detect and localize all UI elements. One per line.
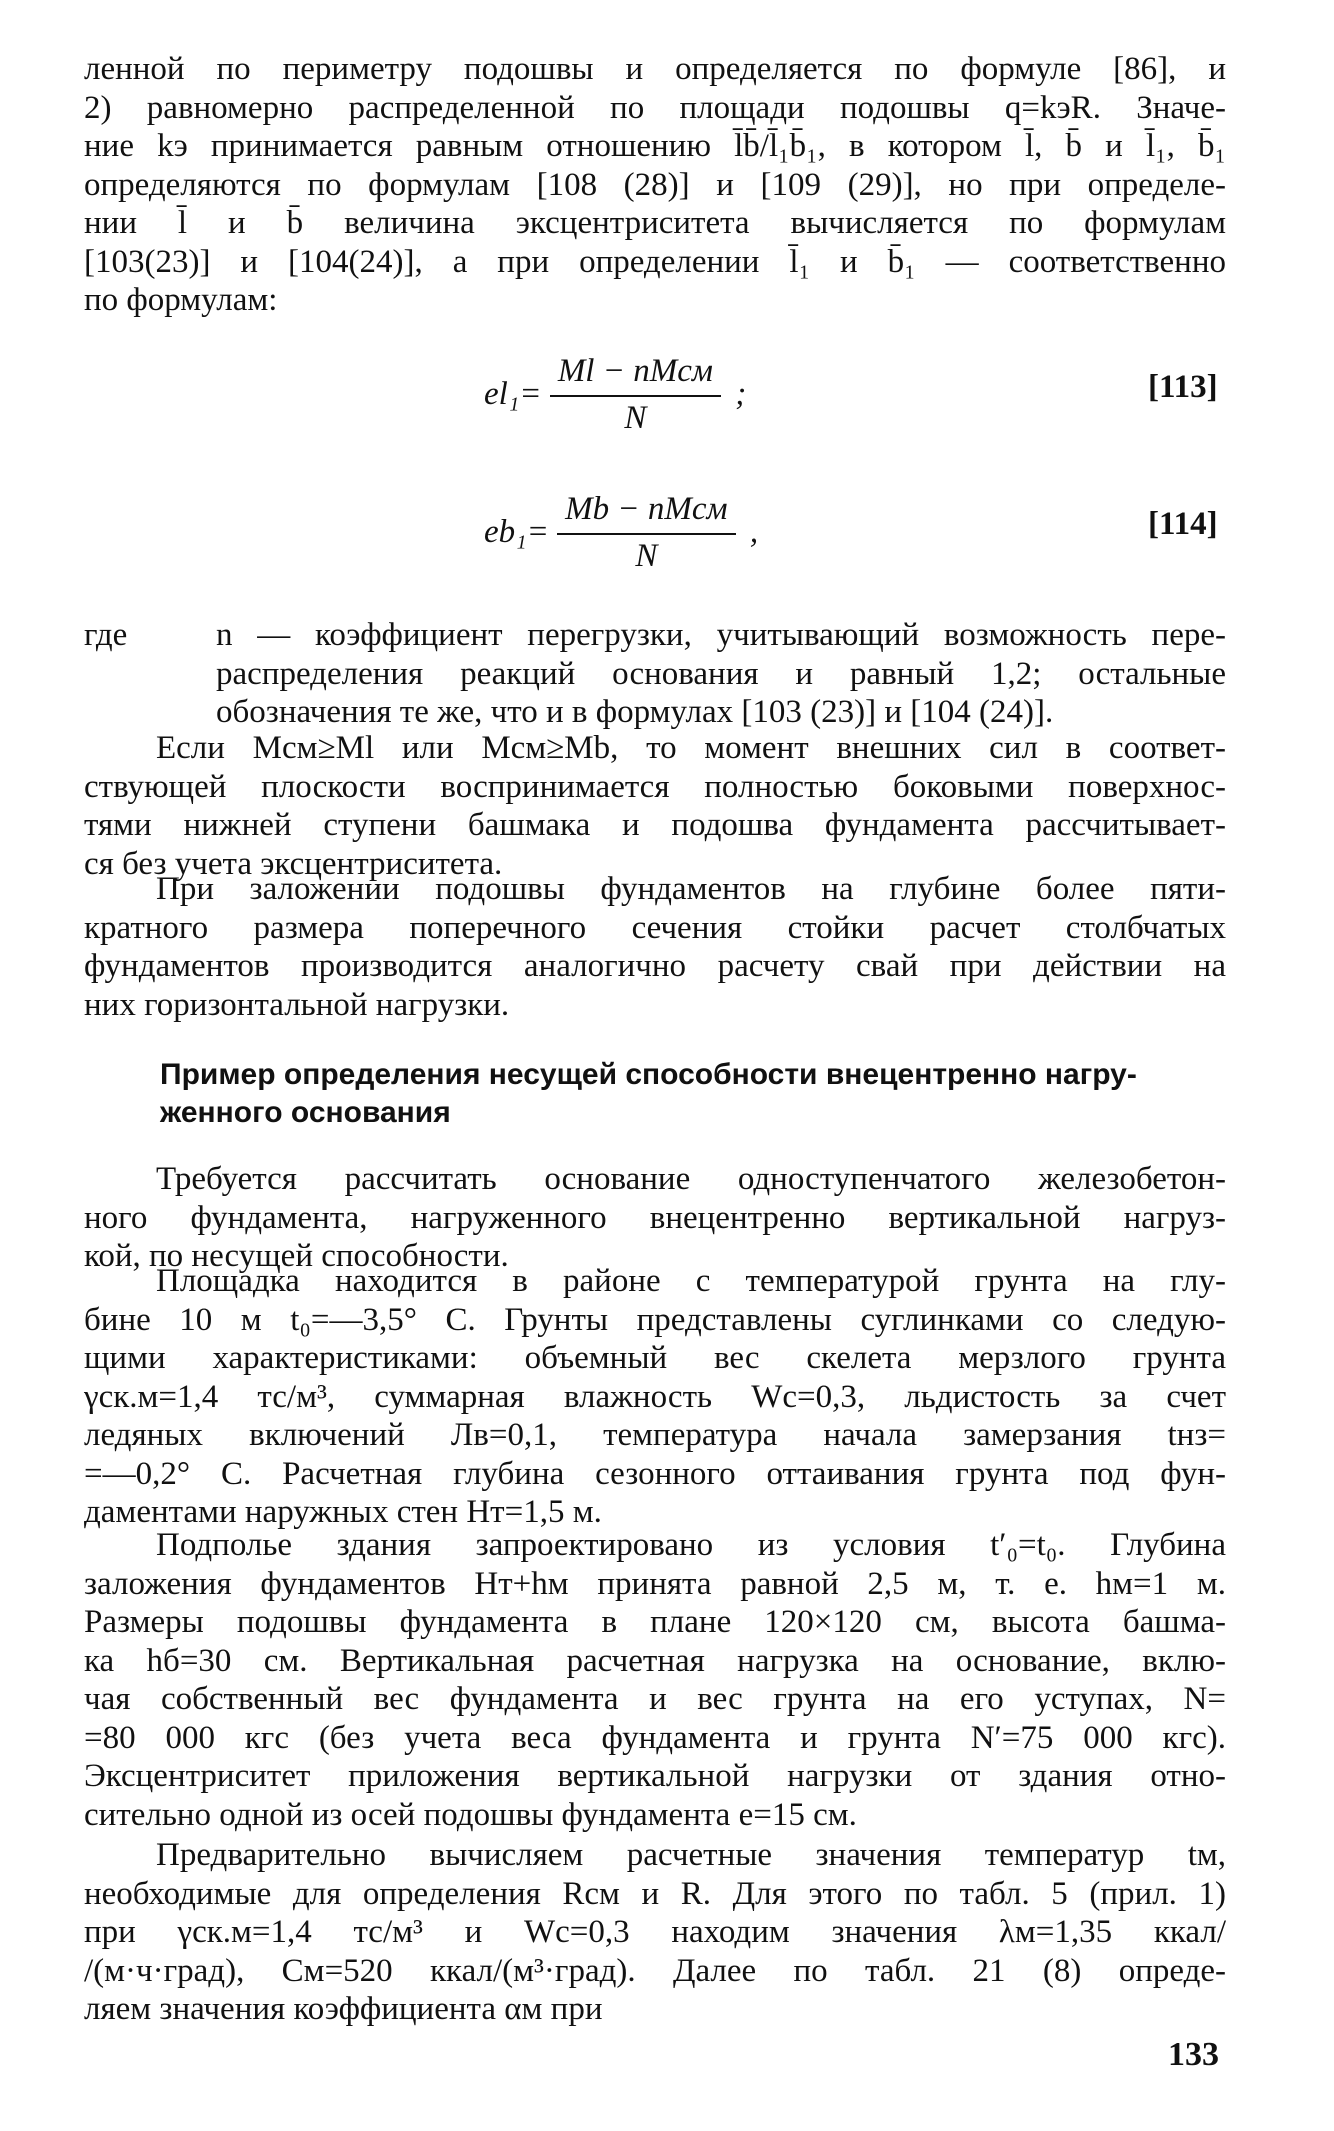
formula-113 — [484, 352, 746, 437]
text-line: Подполье здания запроектировано из условия t′₀=t₀. Глубина — [156, 1527, 1226, 1563]
paragraph-predvaritelno — [84, 1836, 1226, 2029]
text-line: Предварительно вычисляем расчетные значения температур tм, — [156, 1837, 1226, 1873]
text-line: фундаментов производится аналогично расчету свай при действии на — [84, 948, 1226, 984]
formula-denominator: N — [635, 537, 658, 574]
text-line: [103(23)] и [104(24)], а при определении l̄₁ и b̄₁ — соответственно — [84, 243, 1226, 280]
paragraph-podpole — [84, 1526, 1226, 1834]
text-line: ледяных включений Лв=0,1, температура начала замерзания tнз= — [84, 1417, 1226, 1453]
text-line: сительно одной из осей подошвы фундамента e=15 см. — [84, 1796, 857, 1833]
text-line: обозначения те же, что и в формулах [103 (23)] и [104 (24)]. — [216, 694, 1054, 730]
formula-denominator: N — [624, 399, 647, 436]
text-line: ствующей плоскости воспринимается полностью боковыми поверхнос- — [84, 768, 1226, 805]
equation-number-114: [114] — [1148, 506, 1218, 542]
formula-punct: ; — [735, 376, 747, 413]
text-line: Требуется рассчитать основание одноступенчатого железобетон- — [156, 1161, 1226, 1197]
text-line: ние kэ принимается равным отношению l̄b̄/l̄₁b̄₁, в котором l̄, b̄ и l̄₁, b̄₁ — [84, 128, 1226, 164]
text-line: =—0,2° С. Расчетная глубина сезонного оттаивания грунта под фун- — [84, 1455, 1226, 1492]
text-line: определяются по формулам [108 (28)] и [109 (29)], но при определе- — [84, 166, 1226, 203]
text-line: Площадка находится в районе с температурой грунта на глу- — [156, 1263, 1226, 1299]
text-line: по формулам: — [84, 282, 278, 318]
formula-numerator: Mb − nMсм — [557, 490, 735, 535]
text-line: кой, по несущей способности. — [84, 1238, 509, 1274]
heading-line: Пример определения несущей способности внецентренно нагру- — [160, 1058, 1137, 1091]
paragraph-trebuetsya — [84, 1160, 1226, 1276]
formula-lhs: el₁= — [484, 376, 542, 413]
text-line: При заложении подошвы фундаментов на глубине более пяти- — [156, 871, 1226, 907]
text-line: ного фундамента, нагруженного внецентренно вертикальной нагруз- — [84, 1199, 1226, 1236]
formula-fraction — [557, 490, 735, 575]
text-line: ленной по периметру подошвы и определяется по формуле [86], и — [84, 51, 1226, 87]
formula-lhs: eb₁= — [484, 514, 549, 551]
text-line: заложения фундаментов Hт+hм принята равной 2,5 м, т. е. hм=1 м. — [84, 1565, 1226, 1602]
where-label: где — [84, 617, 128, 653]
text-line: n — коэффициент перегрузки, учитывающий возможность пере- — [216, 617, 1226, 653]
equation-number-113: [113] — [1148, 369, 1218, 405]
text-line: щими характеристиками: объемный вес скелета мерзлого грунта — [84, 1340, 1226, 1376]
formula-114 — [484, 490, 758, 575]
where-definitions — [216, 616, 1226, 732]
text-line: ся без учета эксцентриситета. — [84, 845, 503, 882]
text-line: γск.м=1,4 тс/м³, суммарная влажность Wс=0,3, льдистость за счет — [84, 1378, 1226, 1415]
formula-fraction — [550, 352, 721, 437]
paragraph-ploshchadka — [84, 1262, 1226, 1532]
text-line: необходимые для определения Rсм и R. Для этого по табл. 5 (прил. 1) — [84, 1875, 1226, 1912]
paragraph-esli — [84, 729, 1226, 883]
top-paragraph — [84, 50, 1226, 320]
formula-numerator: Ml − nMсм — [550, 352, 721, 397]
page-number: 133 — [1168, 2036, 1219, 2073]
text-line: 2) равномерно распределенной по площади подошвы q=kэR. Значе- — [84, 89, 1226, 126]
text-line: /(м·ч·град), Cм=520 ккал/(м³·град). Далее по табл. 21 (8) опреде- — [84, 1952, 1226, 1989]
formula-punct: , — [749, 514, 759, 551]
text-line: кратного размера поперечного сечения стойки расчет столбчатых — [84, 909, 1226, 946]
text-line: ка hб=30 см. Вертикальная расчетная нагрузка на основание, вклю- — [84, 1642, 1226, 1679]
section-heading — [160, 1056, 1226, 1132]
text-line: Размеры подошвы фундамента в плане 120×120 см, высота башма- — [84, 1604, 1226, 1640]
text-line: =80 000 кгс (без учета веса фундамента и грунта N′=75 000 кгс). — [84, 1719, 1226, 1756]
text-line: бине 10 м t₀=—3,5° С. Грунты представлены суглинками со следую- — [84, 1301, 1226, 1338]
text-line: Если Mсм≥Ml или Mсм≥Mb, то момент внешних сил в соответ- — [156, 730, 1226, 766]
text-line: даментами наружных стен Hт=1,5 м. — [84, 1494, 602, 1530]
text-line: них горизонтальной нагрузки. — [84, 986, 510, 1023]
text-line: чая собственный вес фундамента и вес грунта на его уступах, N= — [84, 1681, 1226, 1717]
text-line: Эксцентриситет приложения вертикальной нагрузки от здания отно- — [84, 1758, 1226, 1794]
text-line: распределения реакций основания и равный 1,2; остальные — [216, 655, 1226, 692]
where-block — [84, 616, 1226, 736]
paragraph-pri — [84, 870, 1226, 1024]
text-line: тями нижней ступени башмака и подошва фундамента рассчитывает- — [84, 807, 1226, 843]
text-line: при γск.м=1,4 тс/м³ и Wс=0,3 находим значения λм=1,35 ккал/ — [84, 1914, 1226, 1950]
heading-line: женного основания — [160, 1096, 451, 1129]
text-line: ляем значения коэффициента αм при — [84, 1991, 603, 2027]
text-line: нии l̄ и b̄ величина эксцентриситета вычисляется по формулам — [84, 205, 1226, 241]
